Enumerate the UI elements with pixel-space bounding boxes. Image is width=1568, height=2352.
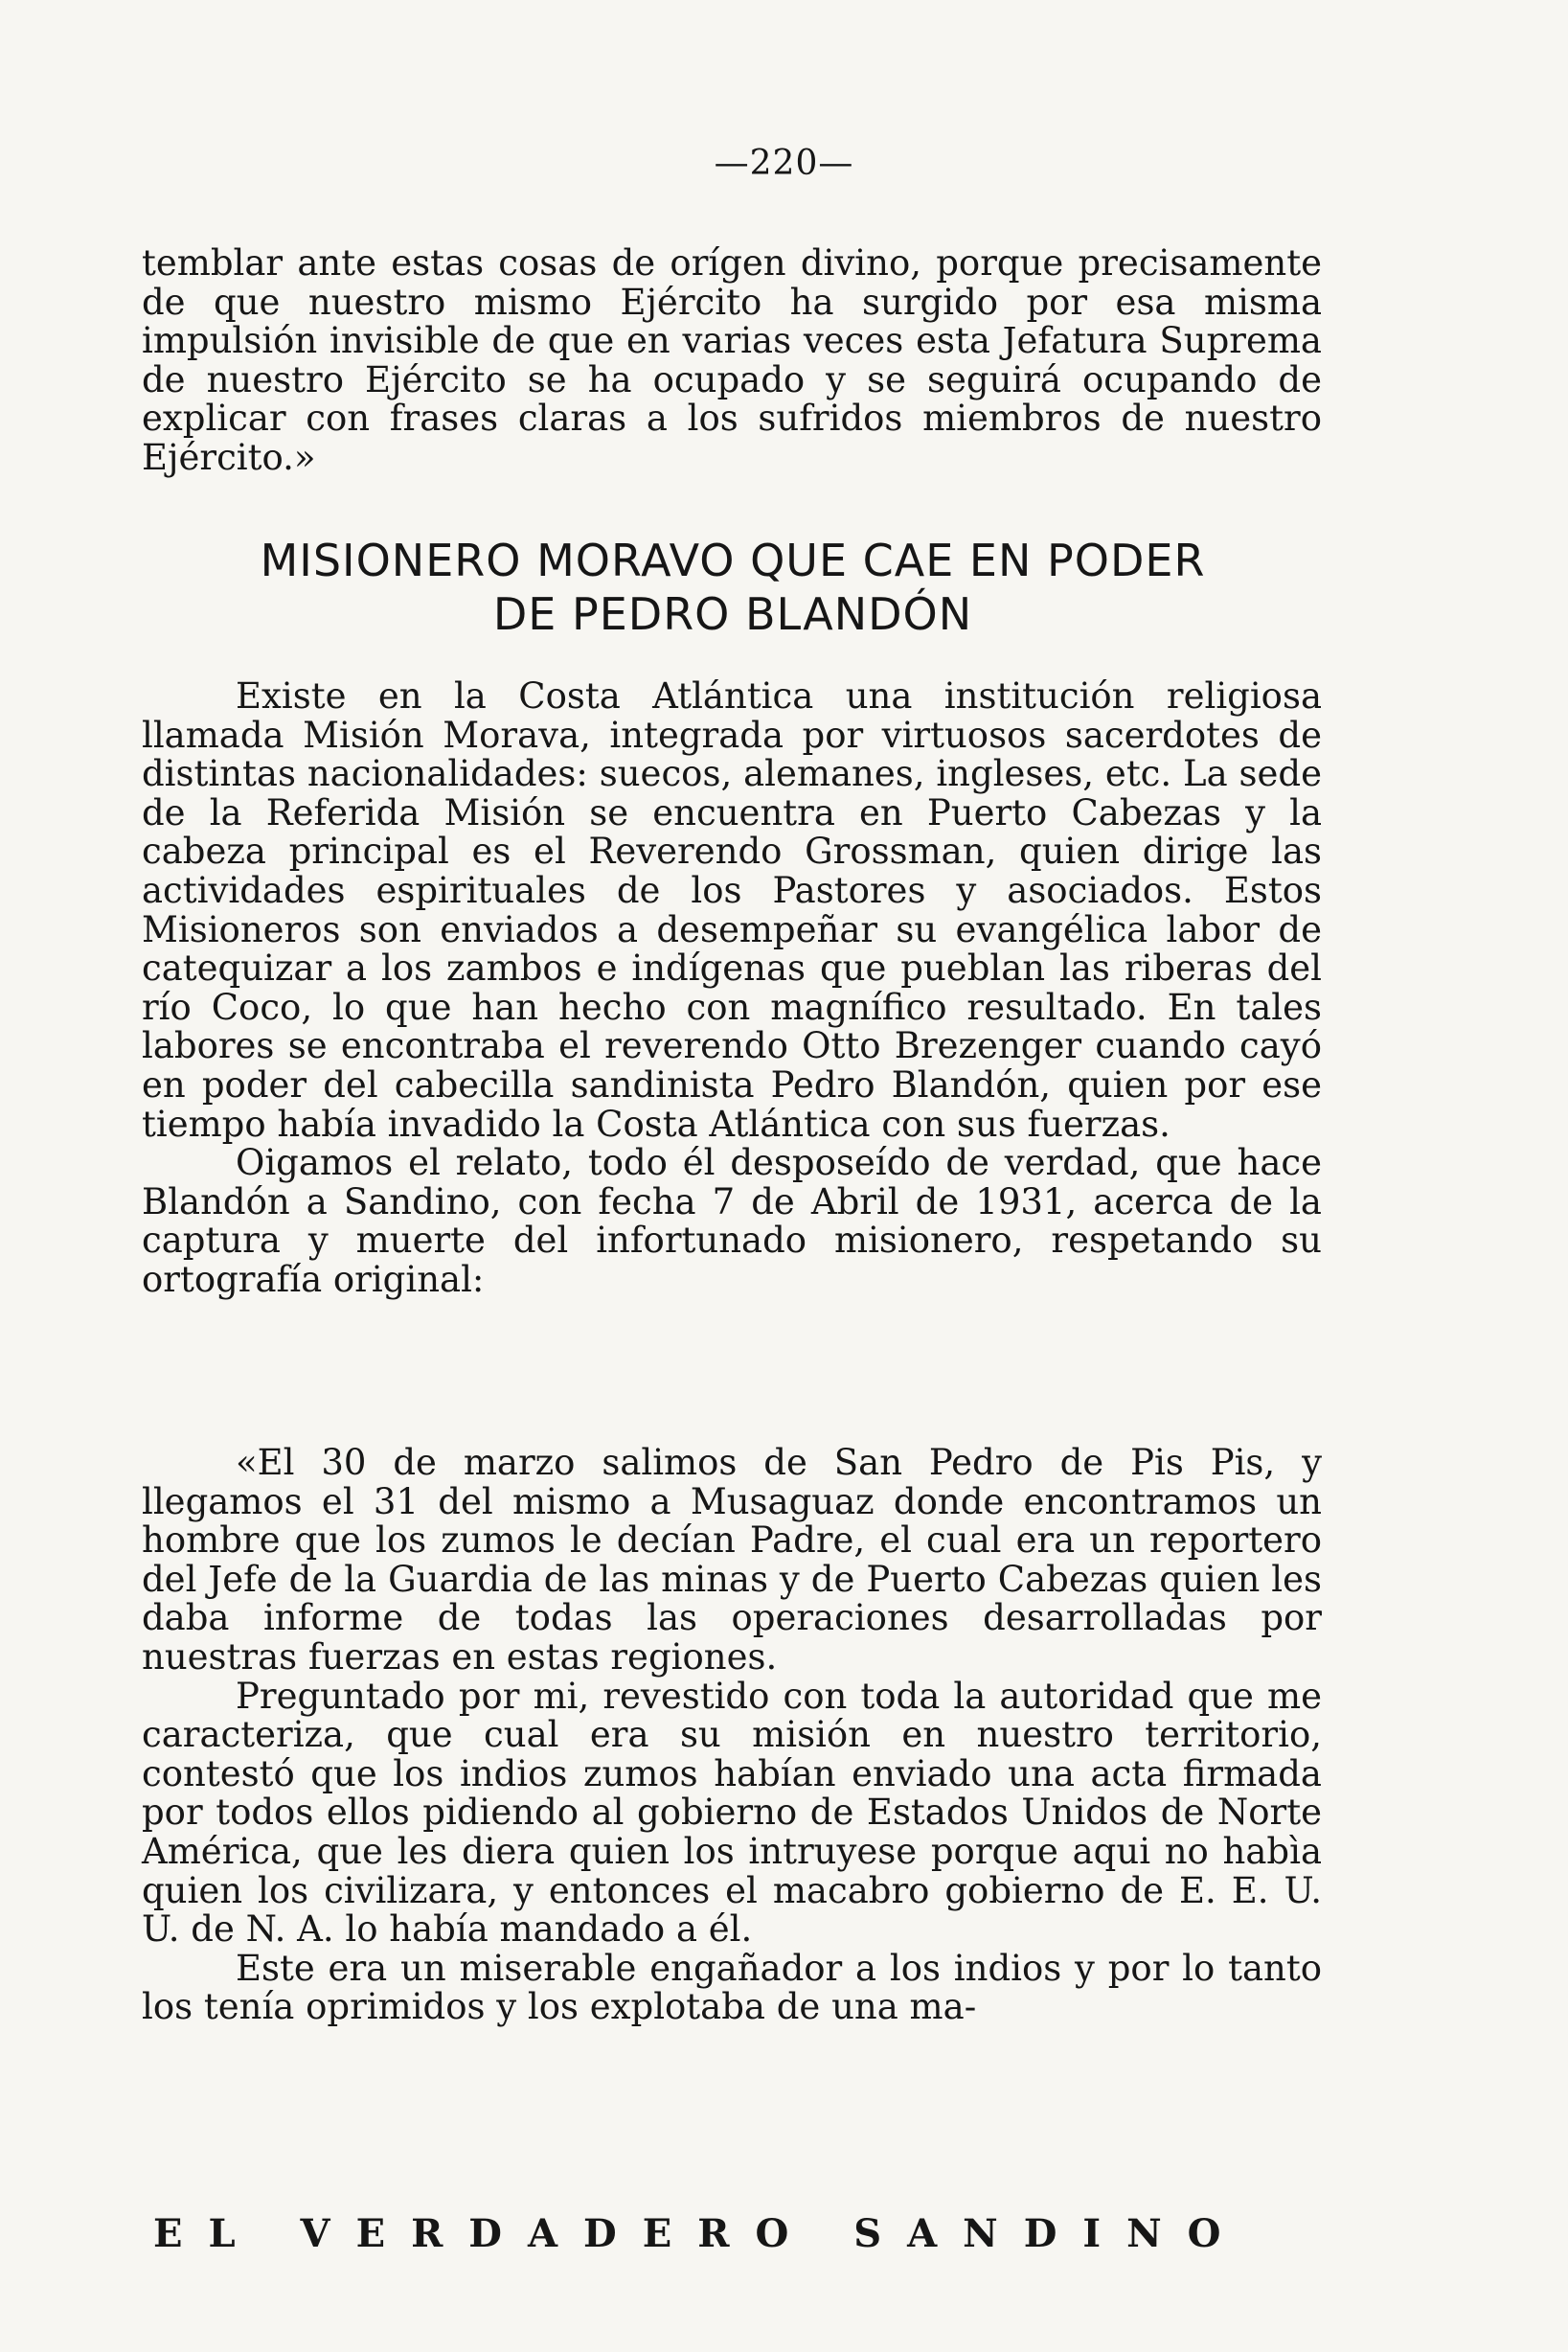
paragraph: Oigamos el relato, todo él desposeído de verdad, que hace Blandón a Sandino, con fecha 7 de Abril de 1931, acerca de la captura y muerte del infortunado misionero, respetando su ortografía original:: [142, 1142, 1322, 1300]
section-heading: [134, 534, 1331, 641]
text-block-middle: [142, 677, 1322, 1300]
quoted-paragraph: Preguntado por mi, revestido con toda la autoridad que me caracteriza, que cual era su misión en nuestro territorio, contestó que los indios zumos habían enviado una acta firmada por todos ellos pidiendo al gobierno de Estados Unidos de Norte América, que les diera quien los intruyese porque aqui no habìa quien los civilizara, y entonces el macabro gobierno de E. E. U. U. de N. A. lo había mandado a él.: [142, 1675, 1322, 1951]
quoted-paragraph: «El 30 de marzo salimos de San Pedro de Pis Pis, y llegamos el 31 del mismo a Musaguaz donde encontramos un hombre que los zumos le decían Padre, el cual era un reportero del Jefe de la Guardia de las minas y de Puerto Cabezas quien les daba informe de todas las operaciones desarrolladas por nuestras fuerzas en estas regiones.: [142, 1442, 1322, 1678]
quoted-paragraph: Este era un miserable engañador a los indios y por lo tanto los tenía oprimidos y los explotaba de una ma-: [142, 1947, 1322, 2028]
text-block-bottom: [142, 1444, 1322, 2027]
page-number: —220—: [714, 144, 854, 183]
section-heading-line-1: MISIONERO MORAVO QUE CAE EN PODER: [260, 535, 1206, 586]
paragraph: Existe en la Costa Atlántica una institución religiosa llamada Misión Morava, integrada por virtuosos sacerdotes de distintas nacionalidades: suecos, alemanes, ingleses, etc. La sede de la Referida Misión se encuentra en Puerto Cabezas y la cabeza principal es el Reverendo Grossman, quien dirige las actividades espirituales de los Pastores y asociados. Estos Misioneros son enviados a desempeñar su evangélica labor de catequizar a los zambos e indígenas que pueblan las riberas del río Coco, lo que han hecho con magnífico resultado. En tales labores se encontraba el reverendo Otto Brezenger cuando cayó en poder del cabecilla sandinista Pedro Blandón, quien por ese tiempo había invadido la Costa Atlántica con sus fuerzas.: [142, 675, 1322, 1145]
section-heading-line-2: DE PEDRO BLANDÓN: [492, 588, 973, 640]
paragraph: temblar ante estas cosas de orígen divino, porque precisamente de que nuestro mismo Ejército ha surgido por esa misma impulsión invisible de que en varias veces esta Jefatura Suprema de nuestro Ejército se ha ocupado y se seguirá ocupando de explicar con frases claras a los sufridos miembros de nuestro Ejército.»: [142, 242, 1322, 478]
running-footer: EL VERDADERO SANDINO: [153, 2211, 1247, 2256]
text-block-top: [142, 244, 1322, 478]
